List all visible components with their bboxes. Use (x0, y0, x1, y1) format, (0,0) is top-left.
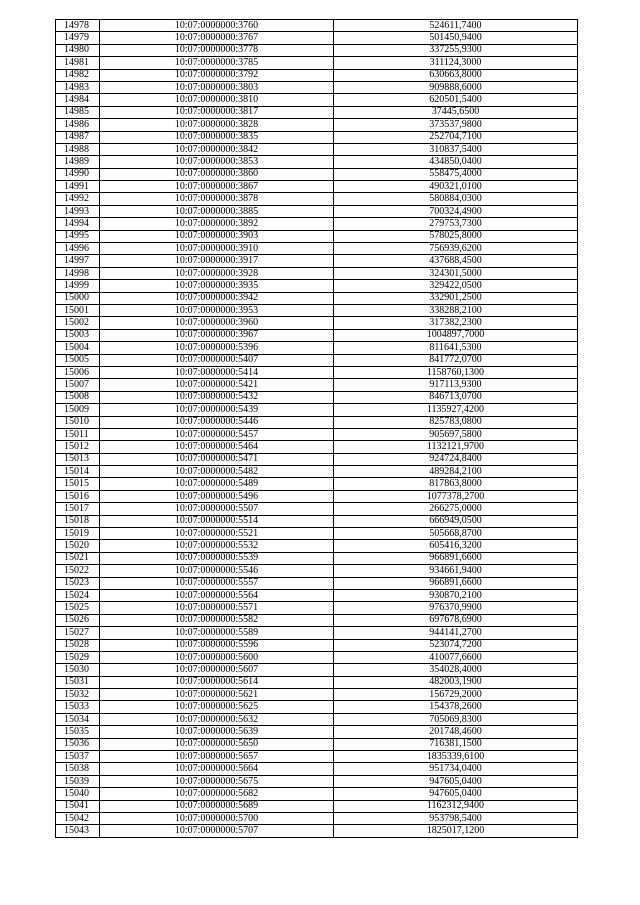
value-cell: 947605,0400 (334, 788, 578, 800)
table-row (56, 193, 578, 205)
row-number-cell: 15031 (56, 676, 100, 688)
value-cell: 620501,5400 (334, 94, 578, 106)
row-number-cell: 14992 (56, 193, 100, 205)
table-row (56, 267, 578, 279)
row-number-cell: 15042 (56, 813, 100, 825)
value-cell: 332901,2500 (334, 292, 578, 304)
table-row (56, 391, 578, 403)
cadastral-number-cell: 10:07:0000000:5471 (100, 453, 334, 465)
cadastral-number-cell: 10:07:0000000:5582 (100, 614, 334, 626)
table-row (56, 181, 578, 193)
cadastral-number-cell: 10:07:0000000:3817 (100, 106, 334, 118)
row-number-cell: 15029 (56, 651, 100, 663)
table-row (56, 205, 578, 217)
value-cell: 666949,0500 (334, 515, 578, 527)
table-row (56, 701, 578, 713)
table-row (56, 57, 578, 69)
row-number-cell: 15006 (56, 366, 100, 378)
row-number-cell: 14985 (56, 106, 100, 118)
value-cell: 930870,2100 (334, 589, 578, 601)
row-number-cell: 14995 (56, 230, 100, 242)
row-number-cell: 15039 (56, 775, 100, 787)
cadastral-number-cell: 10:07:0000000:5446 (100, 416, 334, 428)
value-cell: 756939,6200 (334, 243, 578, 255)
table-row (56, 168, 578, 180)
row-number-cell: 14997 (56, 255, 100, 267)
table-row (56, 106, 578, 118)
row-number-cell: 15021 (56, 552, 100, 564)
cadastral-number-cell: 10:07:0000000:3860 (100, 168, 334, 180)
row-number-cell: 15016 (56, 490, 100, 502)
cadastral-number-cell: 10:07:0000000:3960 (100, 317, 334, 329)
row-number-cell: 15001 (56, 304, 100, 316)
table-row (56, 69, 578, 81)
cadastral-number-cell: 10:07:0000000:3878 (100, 193, 334, 205)
table-row (56, 775, 578, 787)
row-number-cell: 15011 (56, 428, 100, 440)
table-row (56, 379, 578, 391)
table-row (56, 800, 578, 812)
table-row (56, 317, 578, 329)
table-row (56, 689, 578, 701)
row-number-cell: 15027 (56, 627, 100, 639)
row-number-cell: 15030 (56, 664, 100, 676)
row-number-cell: 15003 (56, 329, 100, 341)
row-number-cell: 14991 (56, 181, 100, 193)
row-number-cell: 15025 (56, 602, 100, 614)
row-number-cell: 14989 (56, 156, 100, 168)
table-row (56, 342, 578, 354)
table-row (56, 441, 578, 453)
table-row (56, 515, 578, 527)
cadastral-number-cell: 10:07:0000000:3785 (100, 57, 334, 69)
cadastral-number-cell: 10:07:0000000:5439 (100, 404, 334, 416)
cadastral-number-cell: 10:07:0000000:5700 (100, 813, 334, 825)
row-number-cell: 15012 (56, 441, 100, 453)
value-cell: 1835339,6100 (334, 751, 578, 763)
value-cell: 338288,2100 (334, 304, 578, 316)
value-cell: 841772,0700 (334, 354, 578, 366)
row-number-cell: 14999 (56, 280, 100, 292)
cadastral-number-cell: 10:07:0000000:5625 (100, 701, 334, 713)
row-number-cell: 15002 (56, 317, 100, 329)
cadastral-number-cell: 10:07:0000000:3892 (100, 218, 334, 230)
cadastral-number-cell: 10:07:0000000:3867 (100, 181, 334, 193)
cadastral-number-cell: 10:07:0000000:3810 (100, 94, 334, 106)
table-row (56, 453, 578, 465)
value-cell: 437688,4500 (334, 255, 578, 267)
value-cell: 700324,4900 (334, 205, 578, 217)
cadastral-number-cell: 10:07:0000000:5496 (100, 490, 334, 502)
row-number-cell: 15036 (56, 738, 100, 750)
table-row (56, 676, 578, 688)
row-number-cell: 14990 (56, 168, 100, 180)
value-cell: 317382,2300 (334, 317, 578, 329)
cadastral-number-cell: 10:07:0000000:5557 (100, 577, 334, 589)
table-row (56, 738, 578, 750)
cadastral-number-cell: 10:07:0000000:3885 (100, 205, 334, 217)
cadastral-number-cell: 10:07:0000000:5464 (100, 441, 334, 453)
value-cell: 953798,5400 (334, 813, 578, 825)
value-cell: 1135927,4200 (334, 404, 578, 416)
table-row (56, 589, 578, 601)
row-number-cell: 15004 (56, 342, 100, 354)
table-row (56, 813, 578, 825)
value-cell: 37445,6500 (334, 106, 578, 118)
value-cell: 482003,1900 (334, 676, 578, 688)
value-cell: 716381,1500 (334, 738, 578, 750)
cadastral-number-cell: 10:07:0000000:5682 (100, 788, 334, 800)
value-cell: 580884,0300 (334, 193, 578, 205)
table-row (56, 577, 578, 589)
value-cell: 1077378,2700 (334, 490, 578, 502)
value-cell: 947605,0400 (334, 775, 578, 787)
row-number-cell: 15033 (56, 701, 100, 713)
value-cell: 1825017,1200 (334, 825, 578, 837)
cadastral-number-cell: 10:07:0000000:5639 (100, 726, 334, 738)
cadastral-number-cell: 10:07:0000000:3942 (100, 292, 334, 304)
table-row (56, 143, 578, 155)
cadastral-number-cell: 10:07:0000000:3835 (100, 131, 334, 143)
table-row (56, 602, 578, 614)
table-row (56, 751, 578, 763)
row-number-cell: 15022 (56, 565, 100, 577)
cadastral-number-cell: 10:07:0000000:5421 (100, 379, 334, 391)
value-cell: 705069,8300 (334, 713, 578, 725)
value-cell: 846713,0700 (334, 391, 578, 403)
row-number-cell: 15032 (56, 689, 100, 701)
value-cell: 523074,7200 (334, 639, 578, 651)
cadastral-number-cell: 10:07:0000000:3917 (100, 255, 334, 267)
table-row (56, 763, 578, 775)
row-number-cell: 15008 (56, 391, 100, 403)
row-number-cell: 15000 (56, 292, 100, 304)
table-row (56, 218, 578, 230)
cadastral-number-cell: 10:07:0000000:5396 (100, 342, 334, 354)
row-number-cell: 15018 (56, 515, 100, 527)
value-cell: 310837,5400 (334, 143, 578, 155)
table-row (56, 713, 578, 725)
row-number-cell: 15015 (56, 478, 100, 490)
row-number-cell: 14979 (56, 32, 100, 44)
value-cell: 154378,2600 (334, 701, 578, 713)
table-row (56, 627, 578, 639)
cadastral-number-cell: 10:07:0000000:3828 (100, 119, 334, 131)
cadastral-number-cell: 10:07:0000000:5407 (100, 354, 334, 366)
table-row (56, 81, 578, 93)
table-row (56, 825, 578, 837)
value-cell: 966891,6600 (334, 577, 578, 589)
table-row (56, 131, 578, 143)
value-cell: 524611,7400 (334, 20, 578, 32)
row-number-cell: 14987 (56, 131, 100, 143)
cadastral-number-cell: 10:07:0000000:5539 (100, 552, 334, 564)
cadastral-number-cell: 10:07:0000000:3842 (100, 143, 334, 155)
cadastral-number-cell: 10:07:0000000:5664 (100, 763, 334, 775)
table-row (56, 280, 578, 292)
value-cell: 924724,8400 (334, 453, 578, 465)
table-row (56, 119, 578, 131)
value-cell: 252704,7100 (334, 131, 578, 143)
table-row (56, 639, 578, 651)
value-cell: 817863,8000 (334, 478, 578, 490)
row-number-cell: 15020 (56, 540, 100, 552)
value-cell: 578025,8000 (334, 230, 578, 242)
table-row (56, 304, 578, 316)
value-cell: 1162312,9400 (334, 800, 578, 812)
table-row (56, 404, 578, 416)
cadastral-number-cell: 10:07:0000000:3910 (100, 243, 334, 255)
table-row (56, 726, 578, 738)
row-number-cell: 15009 (56, 404, 100, 416)
row-number-cell: 15007 (56, 379, 100, 391)
table-row (56, 540, 578, 552)
row-number-cell: 14996 (56, 243, 100, 255)
cadastral-number-cell: 10:07:0000000:3853 (100, 156, 334, 168)
cadastral-number-cell: 10:07:0000000:5457 (100, 428, 334, 440)
cadastral-number-cell: 10:07:0000000:5532 (100, 540, 334, 552)
value-cell: 324301,5000 (334, 267, 578, 279)
cadastral-number-cell: 10:07:0000000:5482 (100, 466, 334, 478)
table-row (56, 478, 578, 490)
cadastral-number-cell: 10:07:0000000:5600 (100, 651, 334, 663)
table-row (56, 651, 578, 663)
table-row (56, 614, 578, 626)
value-cell: 279753,7300 (334, 218, 578, 230)
cadastral-number-cell: 10:07:0000000:3803 (100, 81, 334, 93)
cadastral-number-cell: 10:07:0000000:5707 (100, 825, 334, 837)
cadastral-number-cell: 10:07:0000000:5414 (100, 366, 334, 378)
cadastral-number-cell: 10:07:0000000:5596 (100, 639, 334, 651)
table-row (56, 416, 578, 428)
cadastral-value-table (55, 19, 578, 838)
value-cell: 697678,6900 (334, 614, 578, 626)
value-cell: 1132121,9700 (334, 441, 578, 453)
table-row (56, 664, 578, 676)
row-number-cell: 14980 (56, 44, 100, 56)
row-number-cell: 15019 (56, 528, 100, 540)
row-number-cell: 14981 (56, 57, 100, 69)
table-body (56, 20, 578, 838)
row-number-cell: 14986 (56, 119, 100, 131)
value-cell: 917113,9300 (334, 379, 578, 391)
value-cell: 934661,9400 (334, 565, 578, 577)
cadastral-number-cell: 10:07:0000000:5607 (100, 664, 334, 676)
row-number-cell: 15026 (56, 614, 100, 626)
table-row (56, 230, 578, 242)
row-number-cell: 15017 (56, 503, 100, 515)
table-row (56, 565, 578, 577)
value-cell: 905697,5800 (334, 428, 578, 440)
value-cell: 1158760,1300 (334, 366, 578, 378)
row-number-cell: 15014 (56, 466, 100, 478)
value-cell: 966891,6600 (334, 552, 578, 564)
cadastral-number-cell: 10:07:0000000:5675 (100, 775, 334, 787)
row-number-cell: 14998 (56, 267, 100, 279)
value-cell: 501450,9400 (334, 32, 578, 44)
value-cell: 489284,2100 (334, 466, 578, 478)
cadastral-number-cell: 10:07:0000000:5546 (100, 565, 334, 577)
table-row (56, 329, 578, 341)
row-number-cell: 14982 (56, 69, 100, 81)
table-row (56, 366, 578, 378)
table-row (56, 243, 578, 255)
value-cell: 630663,8000 (334, 69, 578, 81)
cadastral-number-cell: 10:07:0000000:5621 (100, 689, 334, 701)
cadastral-number-cell: 10:07:0000000:3792 (100, 69, 334, 81)
cadastral-number-cell: 10:07:0000000:5432 (100, 391, 334, 403)
row-number-cell: 15005 (56, 354, 100, 366)
cadastral-number-cell: 10:07:0000000:5514 (100, 515, 334, 527)
row-number-cell: 14988 (56, 143, 100, 155)
value-cell: 311124,3000 (334, 57, 578, 69)
row-number-cell: 15024 (56, 589, 100, 601)
row-number-cell: 14984 (56, 94, 100, 106)
table-row (56, 490, 578, 502)
row-number-cell: 15034 (56, 713, 100, 725)
cadastral-number-cell: 10:07:0000000:5489 (100, 478, 334, 490)
table-row (56, 20, 578, 32)
table-row (56, 428, 578, 440)
cadastral-number-cell: 10:07:0000000:3767 (100, 32, 334, 44)
row-number-cell: 15013 (56, 453, 100, 465)
row-number-cell: 15037 (56, 751, 100, 763)
value-cell: 505668,8700 (334, 528, 578, 540)
table-row (56, 503, 578, 515)
value-cell: 410077,6600 (334, 651, 578, 663)
cadastral-number-cell: 10:07:0000000:5507 (100, 503, 334, 515)
cadastral-number-cell: 10:07:0000000:5589 (100, 627, 334, 639)
row-number-cell: 15041 (56, 800, 100, 812)
row-number-cell: 15035 (56, 726, 100, 738)
row-number-cell: 14994 (56, 218, 100, 230)
table-row (56, 552, 578, 564)
cadastral-number-cell: 10:07:0000000:3928 (100, 267, 334, 279)
cadastral-number-cell: 10:07:0000000:5650 (100, 738, 334, 750)
value-cell: 605416,3200 (334, 540, 578, 552)
row-number-cell: 15043 (56, 825, 100, 837)
cadastral-number-cell: 10:07:0000000:3760 (100, 20, 334, 32)
table-row (56, 255, 578, 267)
cadastral-number-cell: 10:07:0000000:3778 (100, 44, 334, 56)
value-cell: 337255,9300 (334, 44, 578, 56)
cadastral-number-cell: 10:07:0000000:5564 (100, 589, 334, 601)
value-cell: 373537,9800 (334, 119, 578, 131)
table-row (56, 292, 578, 304)
value-cell: 976370,9900 (334, 602, 578, 614)
cadastral-number-cell: 10:07:0000000:3967 (100, 329, 334, 341)
table-row (56, 354, 578, 366)
value-cell: 201748,4600 (334, 726, 578, 738)
cadastral-number-cell: 10:07:0000000:5571 (100, 602, 334, 614)
row-number-cell: 14978 (56, 20, 100, 32)
cadastral-number-cell: 10:07:0000000:3953 (100, 304, 334, 316)
row-number-cell: 15028 (56, 639, 100, 651)
value-cell: 434850,0400 (334, 156, 578, 168)
table-row (56, 528, 578, 540)
value-cell: 1004897,7000 (334, 329, 578, 341)
table-row (56, 788, 578, 800)
value-cell: 490321,0100 (334, 181, 578, 193)
row-number-cell: 14983 (56, 81, 100, 93)
value-cell: 329422,0500 (334, 280, 578, 292)
cadastral-number-cell: 10:07:0000000:5614 (100, 676, 334, 688)
row-number-cell: 15040 (56, 788, 100, 800)
value-cell: 825783,0800 (334, 416, 578, 428)
table-row (56, 44, 578, 56)
cadastral-number-cell: 10:07:0000000:5521 (100, 528, 334, 540)
cadastral-number-cell: 10:07:0000000:5657 (100, 751, 334, 763)
table-row (56, 466, 578, 478)
value-cell: 944141,2700 (334, 627, 578, 639)
value-cell: 951734,0400 (334, 763, 578, 775)
cadastral-number-cell: 10:07:0000000:3903 (100, 230, 334, 242)
table-row (56, 94, 578, 106)
table-row (56, 156, 578, 168)
value-cell: 354028,4000 (334, 664, 578, 676)
row-number-cell: 14993 (56, 205, 100, 217)
value-cell: 558475,4000 (334, 168, 578, 180)
value-cell: 909888,6000 (334, 81, 578, 93)
value-cell: 266275,0000 (334, 503, 578, 515)
value-cell: 811641,5300 (334, 342, 578, 354)
row-number-cell: 15038 (56, 763, 100, 775)
table-row (56, 32, 578, 44)
row-number-cell: 15010 (56, 416, 100, 428)
cadastral-number-cell: 10:07:0000000:5632 (100, 713, 334, 725)
value-cell: 156729,2000 (334, 689, 578, 701)
row-number-cell: 15023 (56, 577, 100, 589)
cadastral-number-cell: 10:07:0000000:5689 (100, 800, 334, 812)
cadastral-number-cell: 10:07:0000000:3935 (100, 280, 334, 292)
